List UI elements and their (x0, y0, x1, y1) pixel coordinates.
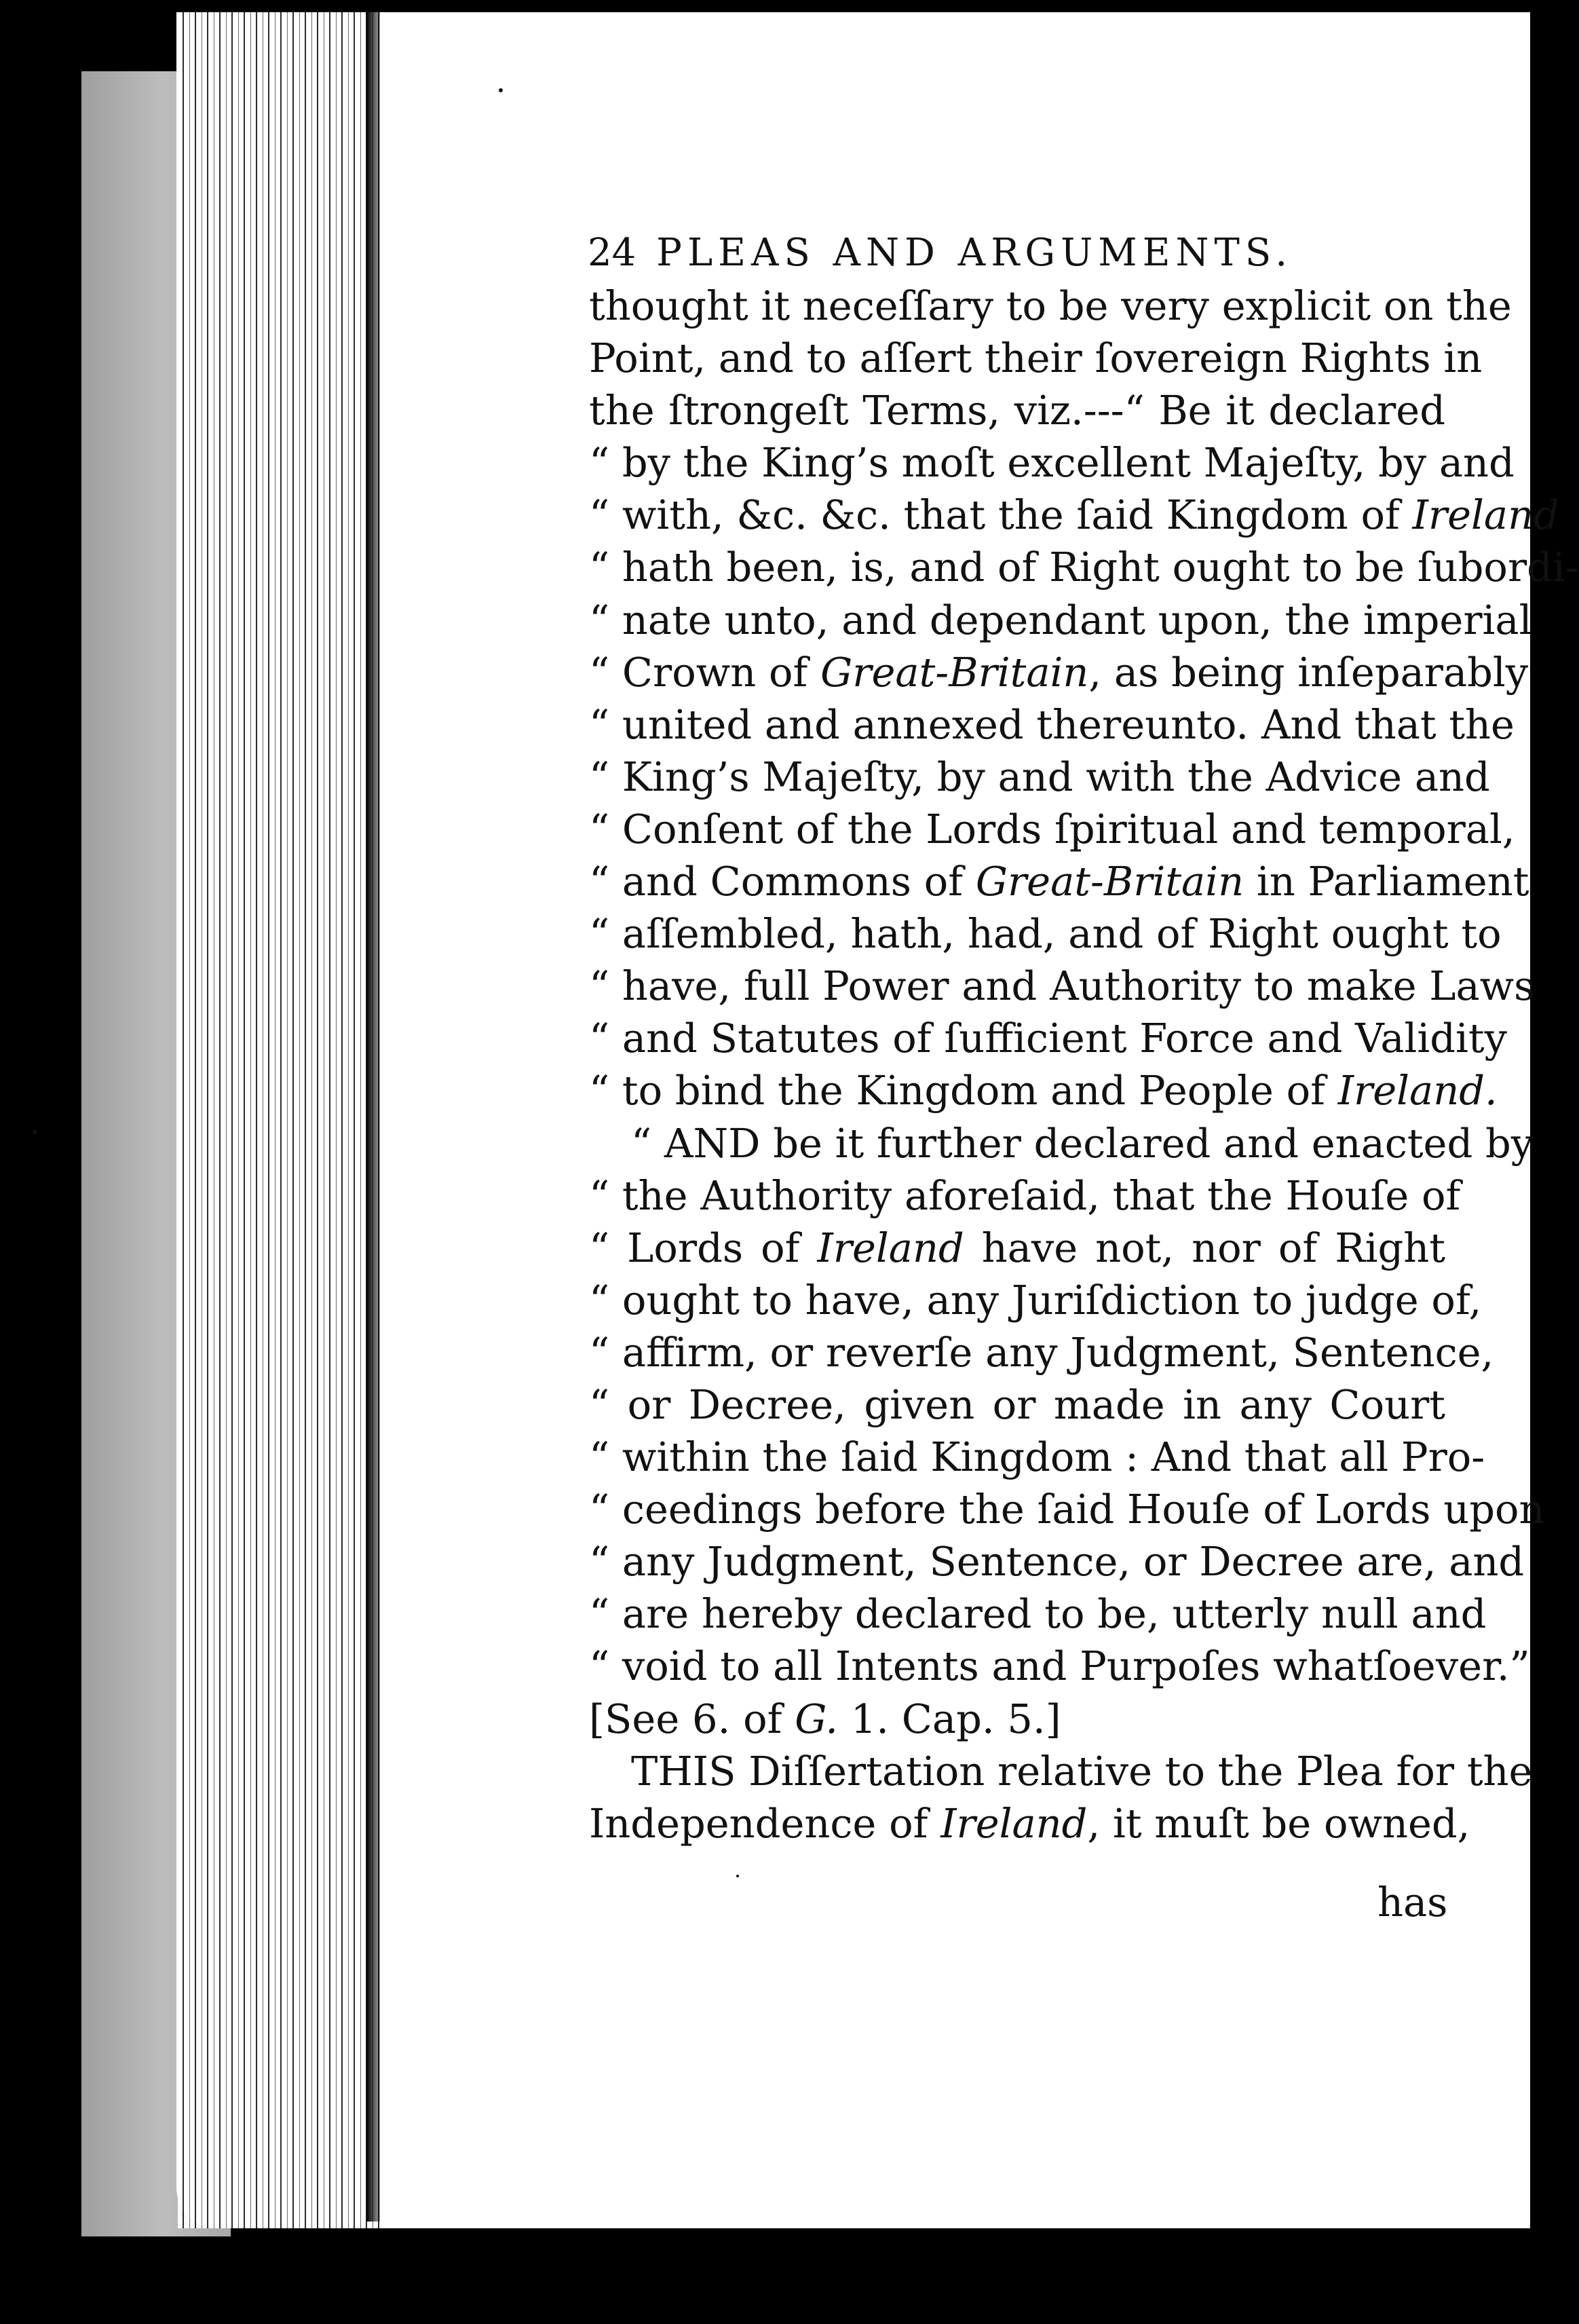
text-line: “ are hereby declared to be, utterly null and (589, 1590, 1487, 1638)
text-line: Independence of Ireland, it muſt be owned, (589, 1799, 1470, 1847)
text-line: “ have, full Power and Authority to make Laws (589, 962, 1535, 1010)
text-line: “ the Authority aforeſaid, that the Houſe of (589, 1172, 1461, 1219)
text-line: “ to bind the Kingdom and People of Ireland. (589, 1067, 1498, 1114)
text-line: “ by the King’s moſt excellent Majeſty, by and (589, 439, 1515, 487)
ink-speck (736, 1875, 739, 1877)
running-head (588, 231, 1443, 275)
body-text (589, 280, 1579, 1850)
text-line: “ void to all Intents and Purpoſes whatſoever.” (589, 1643, 1530, 1690)
text-line: “ Crown of Great-Britain, as being inſeparably (589, 648, 1529, 696)
text-line: THIS Diſſertation relative to the Plea for the (631, 1747, 1533, 1795)
text-line: “ hath been, is, and of Right ought to be ſubordi- (589, 544, 1579, 591)
text-line: “ Lords of Ireland have not, nor of Right (589, 1224, 1446, 1271)
text-line: “ ceedings before the ſaid Houſe of Lords upon (589, 1486, 1545, 1533)
text-line: “ and Statutes of ſufficient Force and Validity (589, 1015, 1507, 1062)
text-line: “ ought to have, any Juriſdiction to judge of, (589, 1276, 1482, 1324)
text-line: the ſtrongeſt Terms, viz.---“ Be it declared (589, 387, 1445, 434)
text-line: “ Conſent of the Lords ſpiritual and temporal, (589, 805, 1515, 852)
text-line: Point, and to aſſert their ſovereign Rights in (589, 335, 1483, 382)
running-head-title: PLEAS AND ARGUMENTS. (656, 231, 1293, 275)
catchword: has (1377, 1879, 1448, 1926)
scan-background-left (0, 0, 81, 2324)
page-stack-edges (178, 12, 385, 2228)
ink-speck (33, 1130, 37, 1134)
text-line: “ with, &c. &c. that the ſaid Kingdom of Ireland (589, 491, 1559, 539)
text-line: “ any Judgment, Sentence, or Decree are, and (589, 1538, 1525, 1586)
text-line: thought it neceſſary to be very explicit on the (589, 282, 1512, 329)
text-line: “ within the ſaid Kingdom : And that all Pro- (589, 1433, 1485, 1481)
page-number: 24 (588, 231, 636, 275)
text-line: “ AND be it further declared and enacted by (631, 1119, 1534, 1167)
text-line: “ aſſembled, hath, had, and of Right ought to (589, 910, 1502, 958)
text-line: “ nate unto, and dependant upon, the imperial (589, 596, 1532, 643)
text-line: “ and Commons of Great-Britain in Parliament (589, 858, 1529, 905)
text-line: “ united and annexed thereunto. And that the (589, 700, 1515, 748)
text-line: “ affirm, or reverſe any Judgment, Sentence, (589, 1328, 1494, 1376)
text-line: “ King’s Majeſty, by and with the Advice and (589, 753, 1490, 800)
ink-speck (499, 88, 503, 92)
text-line: [See 6. of G. 1. Cap. 5.] (589, 1695, 1061, 1742)
text-line: “ or Decree, given or made in any Court (589, 1381, 1445, 1428)
